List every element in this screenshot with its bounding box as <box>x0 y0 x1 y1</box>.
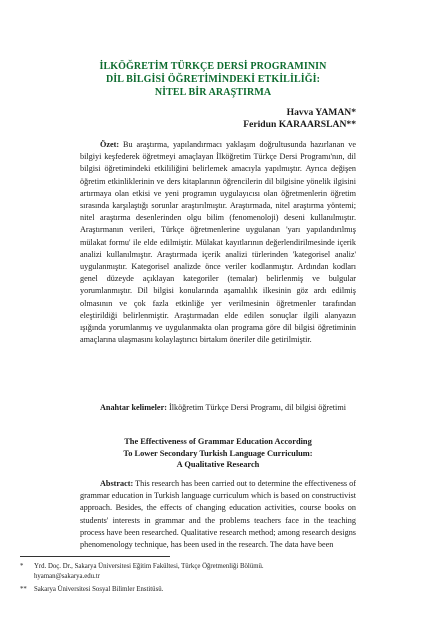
keywords-tr-text: İlköğretim Türkçe Dersi Programı, dil bilgisi öğretimi <box>168 403 346 412</box>
abstract-tr-text: Bu araştırma, yapılandırmacı yaklaşım doğrultusunda hazırlanan ve bilgiyi keşfederek öğretmeyi amaçlayan İlköğretim Türkçe Dersi Programı'nın, dil bilgisi öğretimindeki etkililiğini belirlemek amacıyla yapılmıştır. Ayrıca değişen öğretim etkinliklerinin ve ders kitaplarının öğrencilerin dil bilgisine yönelik ilgisini artırmaya olan etkisi ve yeni programın uygulayıcısı olan öğretmenlerin öğretim sırasında karşılaştığı sorunlar araştırılmıştır. Araştırmada, nitel araştırma yöntemi; nitel araştırma desenlerinden olgu bilim (fenomenoloji) deseni kullanılmıştır. Araştırmanın verileri, Türkçe öğretmenlerine uygulanan 'yarı yapılandırılmış mülakat formu' ile elde edilmiştir. Mülakat kayıtlarının değerlendirilmesinde içerik analizi kullanılmıştır. Araştırmada içerik analizi türlerinden 'kategorisel analiz' uygulanmıştır. Kategorisel analizde önce veriler kodlanmıştır. Ardından kodları genel düzeyde açıklayan kategoriler (temalar) belirlenmiş ve bulgular yorumlanmıştır. Dil bilgisi konularında aşamalılık ilkesinin göz ardı edilmiş olmasının ve çok fazla etkinliğe yer verilmesinin öğretmenler tarafından eleştirildiği belirlenmiştir. Araştırmadan elde edilen sonuçlar ilgili alanyazın ışığında yorumlanmış ve uygulanmakta olan programa göre dil bilgisi öğretiminin amaçlarına ulaşmasını kolaylaştırıcı birtakım öneriler dile getirilmiştir. <box>80 140 356 345</box>
turkish-abstract <box>80 139 356 346</box>
footnote-2 <box>20 585 316 595</box>
footnote-2-text: Sakarya Üniversitesi Sosyal Bilimler Enstitüsü. <box>34 586 164 593</box>
author-1: Havva YAMAN* <box>286 107 356 118</box>
footnote-divider <box>20 556 170 557</box>
english-title <box>80 436 356 471</box>
english-abstract <box>80 478 356 551</box>
english-title-line-1: The Effectiveness of Grammar Education According <box>124 437 312 446</box>
footnote-1-mark: * <box>20 563 24 570</box>
title-line-2: DİL BİLGİSİ ÖĞRETİMİNDEKİ ETKİLİLİĞİ: <box>105 74 321 85</box>
footnote-1-text: Yrd. Doç. Dr., Sakarya Üniversitesi Eğitim Fakültesi, Türkçe Öğretmenliği Bölümü. <box>34 563 264 570</box>
turkish-keywords <box>80 402 356 414</box>
footnote-2-mark: ** <box>20 586 27 593</box>
author-2: Feridun KARAARSLAN** <box>243 119 356 130</box>
title-line-3: NİTEL BİR ARAŞTIRMA <box>154 87 272 98</box>
abstract-tr-label: Özet: <box>100 140 120 149</box>
abstract-en-label: Abstract: <box>100 479 134 488</box>
paper-title <box>60 60 366 99</box>
author-block <box>243 107 356 131</box>
footnote-1 <box>20 562 316 582</box>
footnote-1-email: hyaman@sakarya.edu.tr <box>34 573 100 580</box>
english-title-line-3: A Qualitative Research <box>176 460 260 469</box>
title-line-1: İLKÖĞRETİM TÜRKÇE DERSİ PROGRAMININ <box>99 61 327 72</box>
keywords-tr-label: Anahtar kelimeler: <box>100 403 167 412</box>
english-title-line-2: To Lower Secondary Turkish Language Curriculum: <box>123 448 313 458</box>
abstract-en-text: This research has been carried out to determine the effectiveness of grammar education in Turkish language curriculum which is based on constructivist approach. Besides, the effects of changing education activities, course books on students' interests in grammar and the problems teachers face in the teaching process have been researched. Qualitative research method; among research designs phenomenology technique, has been used in the research. The data have been <box>80 479 356 550</box>
